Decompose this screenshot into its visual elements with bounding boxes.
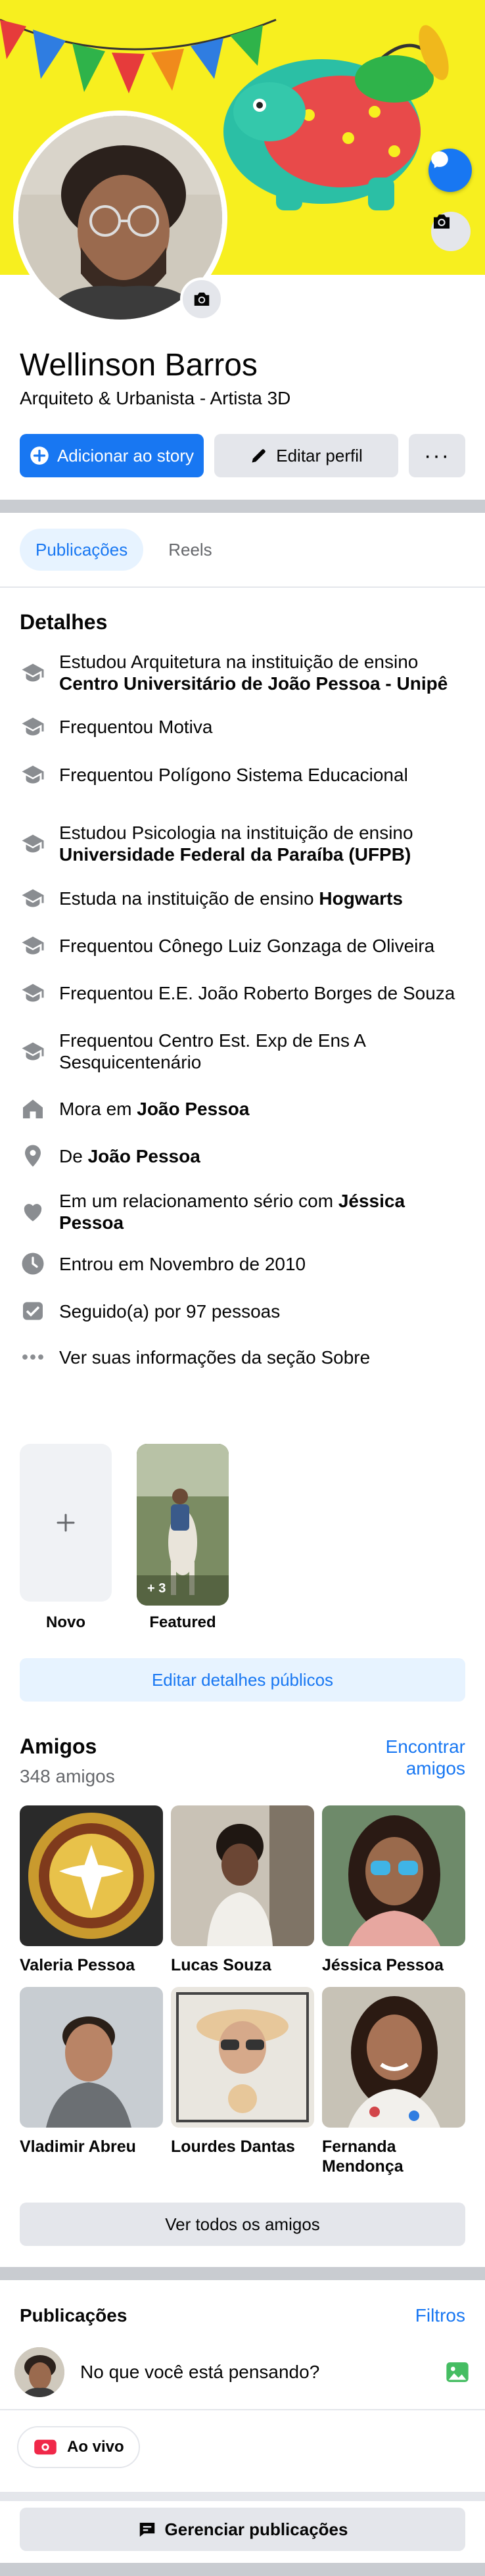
new-highlight-label: Novo: [46, 1613, 85, 1631]
detail-row: [20, 1095, 467, 1122]
friend-photo: [322, 1805, 465, 1946]
friend-name: Vladimir Abreu: [20, 2137, 136, 2156]
detail-text-plain: Seguido(a) por 97 pessoas: [59, 1300, 281, 1322]
detail-text: [59, 982, 455, 1004]
section-divider: [0, 500, 485, 513]
manage-posts-button[interactable]: [20, 2508, 465, 2551]
detail-text: [59, 716, 212, 738]
detail-row: [20, 932, 467, 959]
filters-link[interactable]: Filtros: [415, 2305, 465, 2326]
more-dots-icon: [20, 1344, 46, 1370]
detail-text-plain: Frequentou Motiva: [59, 716, 213, 737]
friend-photo: [20, 1987, 163, 2128]
detail-text-plain: De: [59, 1145, 83, 1166]
edit-cover-camera-button[interactable]: [431, 212, 471, 251]
friend-card[interactable]: [171, 1805, 314, 1975]
tab-reels[interactable]: Reels: [168, 539, 212, 560]
friend-name: Jéssica Pessoa: [322, 1956, 444, 1974]
graduation-cap-icon: [20, 830, 46, 857]
detail-row: [20, 713, 467, 740]
detail-text: [59, 888, 403, 909]
detail-text: [59, 1300, 280, 1322]
friend-name: Valeria Pessoa: [20, 1956, 135, 1974]
edit-public-details-button[interactable]: Editar detalhes públicos: [20, 1658, 465, 1702]
detail-text-bold[interactable]: Hogwarts: [319, 888, 403, 909]
detail-text-bold[interactable]: Universidade Federal da Paraíba (UFPB): [59, 844, 411, 865]
find-friends-line2: amigos: [405, 1758, 465, 1778]
profile-bio: Arquiteto & Urbanista - Artista 3D: [20, 388, 291, 408]
friend-card[interactable]: [171, 1987, 314, 2157]
messenger-button[interactable]: [428, 149, 472, 192]
detail-text: [59, 1030, 467, 1073]
post-composer[interactable]: [14, 2346, 471, 2398]
detail-text-plain: Frequentou Polígono Sistema Educacional: [59, 764, 408, 785]
detail-text-plain: Ver suas informações da seção Sobre: [59, 1347, 371, 1368]
detail-row: [20, 1030, 467, 1073]
edit-avatar-camera-button[interactable]: [180, 277, 223, 321]
detail-row: [20, 651, 467, 694]
friend-card[interactable]: [20, 1805, 163, 1975]
heart-icon: [20, 1199, 46, 1225]
tab-publicacoes[interactable]: Publicações: [20, 529, 143, 571]
friend-photo: [20, 1805, 163, 1946]
graduation-cap-icon: [20, 885, 46, 911]
detail-text: [59, 1098, 249, 1120]
featured-highlight-label: Featured: [149, 1613, 216, 1631]
friend-name: Lourdes Dantas: [171, 2137, 295, 2156]
graduation-cap-icon: [20, 659, 46, 686]
see-all-friends-button[interactable]: Ver todos os amigos: [20, 2203, 465, 2246]
section-divider: [0, 2267, 485, 2280]
photo-icon[interactable]: [444, 2359, 471, 2385]
friend-card[interactable]: [322, 1805, 465, 1975]
details-title: Detalhes: [20, 610, 108, 634]
detail-text-plain: Frequentou Cônego Luiz Gonzaga de Oliveira: [59, 935, 435, 956]
friend-name: Lucas Souza: [171, 1956, 271, 1974]
detail-text-plain: Mora em: [59, 1098, 132, 1119]
location-pin-icon: [20, 1143, 46, 1169]
detail-text-bold[interactable]: Centro Universitário de João Pessoa - Unipê: [59, 673, 448, 694]
section-divider: [0, 2492, 485, 2501]
detail-text: [59, 935, 434, 957]
detail-row[interactable]: [20, 1344, 467, 1370]
pencil-icon: [250, 446, 268, 465]
graduation-cap-icon: [20, 980, 46, 1006]
find-friends-line1: Encontrar: [385, 1736, 465, 1757]
detail-row: [20, 885, 467, 911]
detail-text: [59, 822, 467, 865]
detail-text-plain: Em um relacionamento sério com: [59, 1191, 334, 1211]
graduation-cap-icon: [20, 713, 46, 740]
friends-title: Amigos: [20, 1734, 97, 1758]
composer-avatar: [14, 2347, 64, 2397]
detail-text-bold[interactable]: Jéssica Pessoa: [59, 1191, 405, 1233]
home-icon: [20, 1095, 46, 1122]
add-to-story-label: Adicionar ao story: [57, 445, 195, 465]
graduation-cap-icon: [20, 1038, 46, 1064]
detail-text-plain: Frequentou Centro Est. Exp de Ens A Sesquicentenário: [59, 1030, 365, 1072]
detail-text: [59, 1190, 467, 1233]
edit-profile-label: Editar perfil: [276, 445, 363, 465]
manage-posts-label: Gerenciar publicações: [164, 2519, 348, 2539]
composer-placeholder[interactable]: No que você está pensando?: [80, 2362, 320, 2382]
detail-row: [20, 1190, 467, 1233]
profile-name: Wellinson Barros: [20, 348, 258, 383]
messenger-icon: [428, 149, 451, 171]
detail-row: [20, 1251, 467, 1277]
friends-count: 348 amigos: [20, 1766, 115, 1786]
camera-icon: [431, 212, 452, 231]
camera-icon: [192, 290, 212, 308]
more-options-button[interactable]: ···: [409, 434, 465, 477]
detail-text-plain: Estudou Psicologia na instituição de ensino: [59, 823, 413, 843]
featured-highlight-card[interactable]: [137, 1444, 229, 1606]
detail-row: [20, 1143, 467, 1169]
live-video-icon: [33, 2438, 58, 2456]
friend-card[interactable]: [322, 1987, 465, 2176]
tabs-divider: [0, 586, 485, 588]
detail-text-bold[interactable]: João Pessoa: [87, 1145, 200, 1166]
detail-row: [20, 980, 467, 1006]
graduation-cap-icon: [20, 932, 46, 959]
section-divider: [0, 2563, 485, 2576]
detail-row: [20, 822, 467, 865]
edit-profile-button[interactable]: [214, 434, 398, 477]
detail-text: [59, 651, 467, 694]
clock-icon: [20, 1251, 46, 1277]
composer-divider: [0, 2409, 485, 2410]
detail-text-plain: Estuda na instituição de ensino: [59, 888, 314, 909]
manage-posts-icon: [137, 2519, 157, 2539]
posts-title: Publicações: [20, 2305, 127, 2326]
plus-circle-icon: [30, 446, 49, 465]
friend-name: Fernanda Mendonça: [322, 2137, 404, 2176]
plus-icon: [20, 1444, 112, 1602]
graduation-cap-icon: [20, 761, 46, 788]
detail-text-plain: Frequentou E.E. João Roberto Borges de Souza: [59, 982, 455, 1003]
add-to-story-button[interactable]: [20, 434, 204, 477]
detail-text-bold[interactable]: João Pessoa: [137, 1098, 250, 1119]
detail-text: [59, 1347, 370, 1368]
live-video-label: Ao vivo: [67, 2438, 124, 2456]
followers-icon: [20, 1298, 46, 1324]
find-friends-link[interactable]: [386, 1736, 465, 1779]
detail-text: [59, 764, 408, 786]
detail-text: [59, 1253, 306, 1275]
featured-count-badge: + 3: [147, 1581, 166, 1596]
detail-text: [59, 1145, 200, 1167]
detail-row: [20, 1298, 467, 1324]
detail-text-plain: Entrou em Novembro de 2010: [59, 1253, 306, 1274]
detail-row: [20, 761, 467, 788]
friend-card[interactable]: [20, 1987, 163, 2157]
profile-tabs: [20, 529, 228, 571]
friend-photo: [171, 1805, 314, 1946]
friend-photo: [322, 1987, 465, 2128]
detail-text-plain: Estudou Arquitetura na instituição de ensino: [59, 652, 419, 672]
live-video-button[interactable]: [17, 2426, 140, 2468]
friend-photo: [171, 1987, 314, 2128]
new-highlight-card[interactable]: [20, 1444, 112, 1602]
